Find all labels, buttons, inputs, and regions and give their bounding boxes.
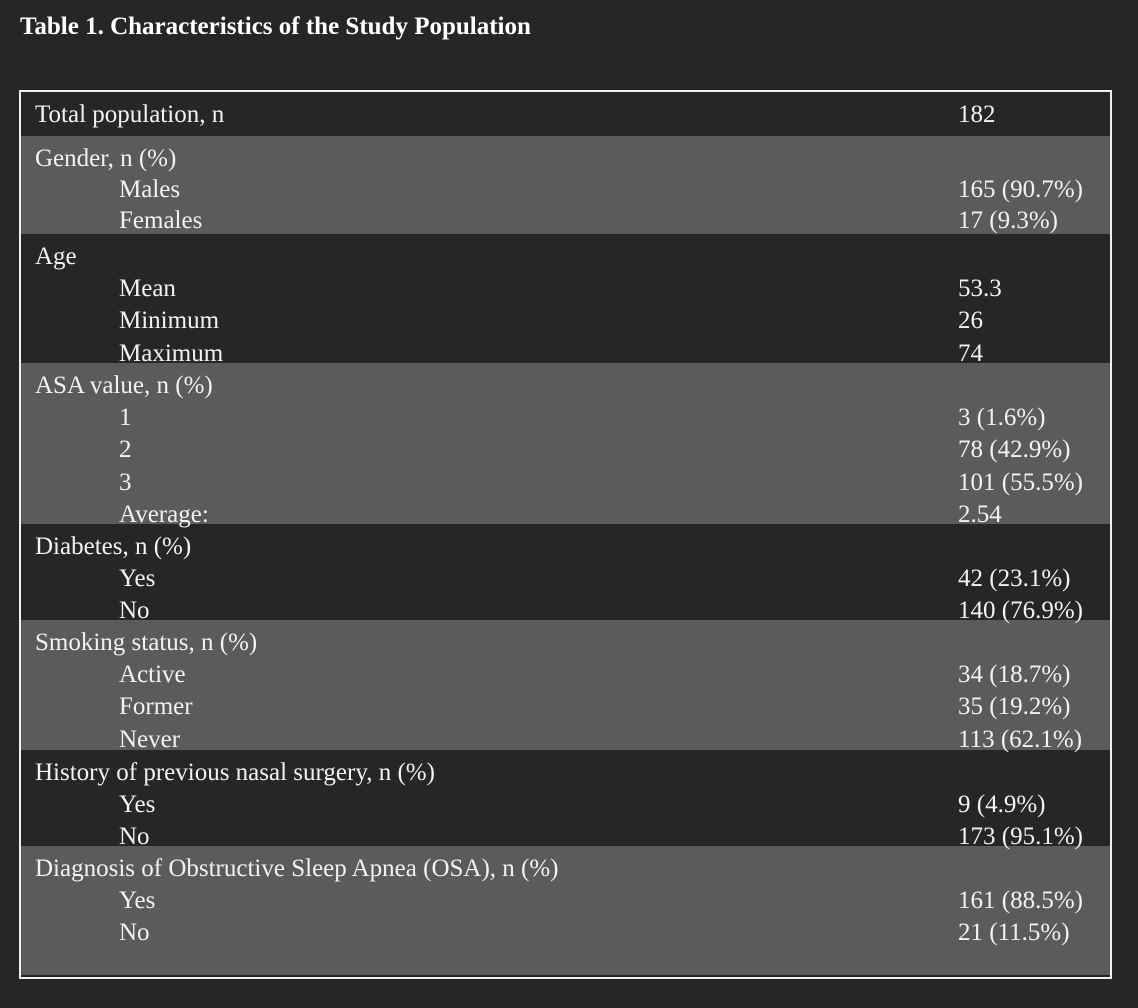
table-row (21, 395, 1110, 431)
table-row (21, 556, 1110, 592)
table-row (21, 814, 1110, 850)
table-row (21, 717, 1110, 753)
row-value: 3 (1.6%) (958, 404, 1046, 431)
row-label: Yes (119, 887, 156, 914)
table-row (21, 331, 1110, 367)
row-label: 1 (119, 404, 132, 431)
table-caption: Table 1. Characteristics of the Study Population (20, 13, 531, 40)
row-value: 9 (4.9%) (958, 791, 1046, 818)
row-label: Active (119, 661, 186, 688)
row-value: 140 (76.9%) (958, 597, 1083, 624)
row-label: History of previous nasal surgery, n (%) (35, 759, 435, 786)
group-header (21, 620, 1110, 656)
group-header (21, 363, 1110, 399)
row-value: 42 (23.1%) (958, 565, 1071, 592)
row-value: 182 (958, 101, 996, 128)
group-header (21, 750, 1110, 786)
table-row (21, 878, 1110, 914)
row-value: 173 (95.1%) (958, 823, 1083, 850)
row-value: 101 (55.5%) (958, 469, 1083, 496)
group-gender (21, 136, 1110, 234)
table-row (21, 92, 1110, 128)
group-smoking-status (21, 620, 1110, 753)
row-label: Yes (119, 791, 156, 818)
table-row (21, 910, 1110, 946)
row-label: Diabetes, n (%) (35, 533, 192, 560)
row-value: 26 (958, 307, 983, 334)
group-header (21, 234, 1110, 270)
row-label: No (119, 919, 150, 946)
table-row (21, 782, 1110, 818)
table-row (21, 652, 1110, 688)
row-value: 74 (958, 340, 983, 367)
row-label: Males (119, 176, 181, 203)
row-label: Minimum (119, 307, 220, 334)
group-osa-diagnosis (21, 846, 1110, 975)
table-row (21, 266, 1110, 302)
table-row (21, 460, 1110, 496)
row-label: Former (119, 693, 193, 720)
row-value: 17 (9.3%) (958, 207, 1058, 234)
table-row (21, 684, 1110, 720)
group-header (21, 136, 1110, 172)
row-label: Smoking status, n (%) (35, 629, 258, 656)
row-label: No (119, 823, 150, 850)
row-value: 165 (90.7%) (958, 176, 1083, 203)
row-label: Age (35, 243, 77, 270)
table-row (21, 198, 1110, 234)
group-diabetes (21, 524, 1110, 624)
row-label: Never (119, 726, 181, 753)
row-value: 161 (88.5%) (958, 887, 1083, 914)
row-value: 53.3 (958, 275, 1002, 302)
row-label: Maximum (119, 340, 224, 367)
row-label: 2 (119, 436, 132, 463)
row-value: 35 (19.2%) (958, 693, 1071, 720)
row-value: 113 (62.1%) (958, 726, 1083, 753)
table-row (21, 167, 1110, 203)
row-label: No (119, 597, 150, 624)
characteristics-table (19, 90, 1112, 979)
group-total-population (21, 92, 1110, 136)
row-label: Yes (119, 565, 156, 592)
table-row (21, 588, 1110, 624)
row-label: Total population, n (35, 101, 225, 128)
row-value: 21 (11.5%) (958, 919, 1070, 946)
row-label: Mean (119, 275, 176, 302)
row-value: 2.54 (958, 501, 1002, 528)
row-label: ASA value, n (%) (35, 372, 213, 399)
table-row (21, 298, 1110, 334)
group-header (21, 846, 1110, 882)
row-label: Females (119, 207, 203, 234)
row-label: Diagnosis of Obstructive Sleep Apnea (OSA), n (%) (35, 855, 559, 882)
row-value: 78 (42.9%) (958, 436, 1071, 463)
row-label: Gender, n (%) (35, 145, 177, 172)
group-asa-value (21, 363, 1110, 528)
table-row (21, 427, 1110, 463)
group-nasal-surgery (21, 750, 1110, 850)
table-row (21, 492, 1110, 528)
group-header (21, 524, 1110, 560)
row-label: 3 (119, 469, 132, 496)
row-value: 34 (18.7%) (958, 661, 1071, 688)
row-label: Average: (119, 501, 209, 528)
group-age (21, 234, 1110, 367)
